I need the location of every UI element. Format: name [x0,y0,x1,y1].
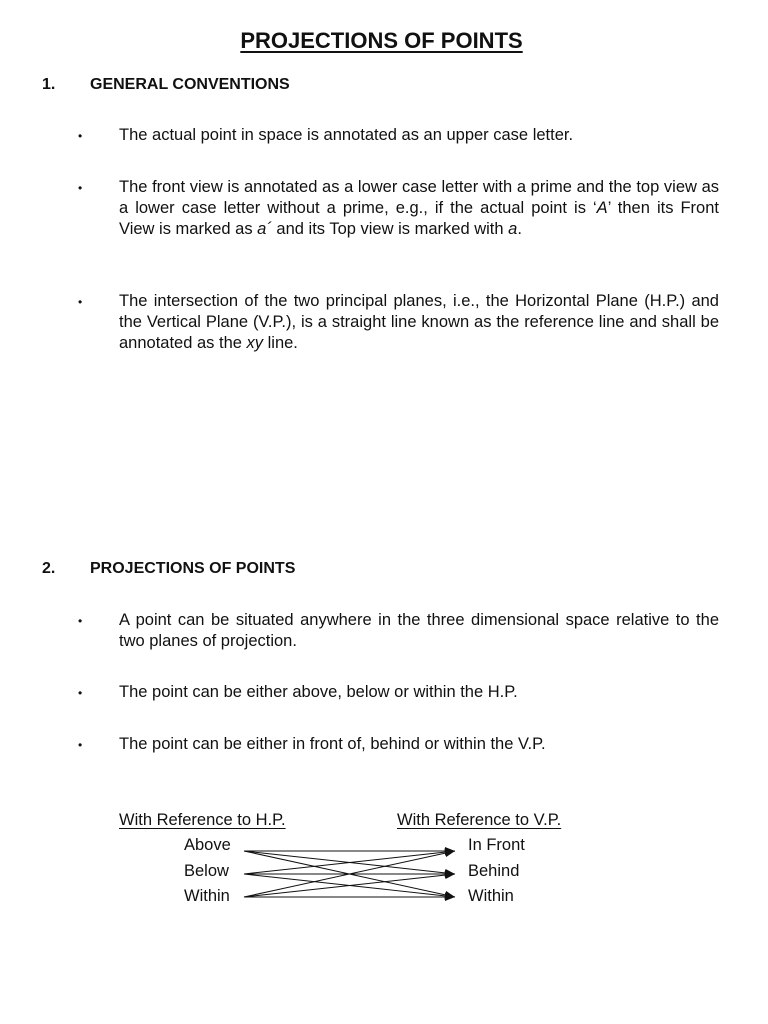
vp-item-in-front: In Front [468,836,525,854]
hp-item-within: Within [184,887,230,905]
bullet-text: A point can be situated anywhere in the three dimensional space relative to the two planes of projection. [119,611,719,650]
text-run: The front view is annotated as a lower case letter with a prime and the top view as a lower case letter without a prime, e.g., if the actual point is ‘ [119,178,719,217]
bullet-text: The point can be either in front of, behind or within the V.P. [119,735,546,753]
italic-term: A [596,199,608,217]
bullet-icon: • [78,738,83,752]
page-title: PROJECTIONS OF POINTS [240,28,523,53]
vp-item-within: Within [468,887,514,905]
bullet-icon: • [78,181,83,195]
italic-term: a´ [257,220,272,238]
section-title: GENERAL CONVENTIONS [90,76,290,93]
section-number: 2. [42,560,56,577]
text-run: . [517,220,522,238]
text-run: line. [263,334,298,352]
section-title: PROJECTIONS OF POINTS [90,560,296,577]
hp-item-above: Above [184,836,231,854]
text-run: The intersection of the two principal planes, i.e., the Horizontal Plane (H.P.) and the Vertical Plane (V.P.), is a straight line known as the reference line and shall be annotated as the [119,292,719,352]
bullet-text: The actual point in space is annotated as an upper case letter. [119,126,574,144]
bullet-icon: • [78,614,83,628]
bullet-icon: • [78,686,83,700]
section-number: 1. [42,76,56,93]
bullet-icon: • [78,295,83,309]
hp-item-below: Below [184,862,229,880]
italic-term: xy [246,334,264,352]
bullet-icon: • [78,129,83,143]
text-run: and its Top view is marked with [271,220,509,238]
italic-term: a [508,220,518,238]
text-run: ’ then its Front View is marked as [119,199,719,238]
vp-reference-heading: With Reference to V.P. [397,811,562,829]
bullet-text: The point can be either above, below or within the H.P. [119,683,518,701]
hp-reference-heading: With Reference to H.P. [119,811,286,829]
vp-item-behind: Behind [468,862,520,880]
